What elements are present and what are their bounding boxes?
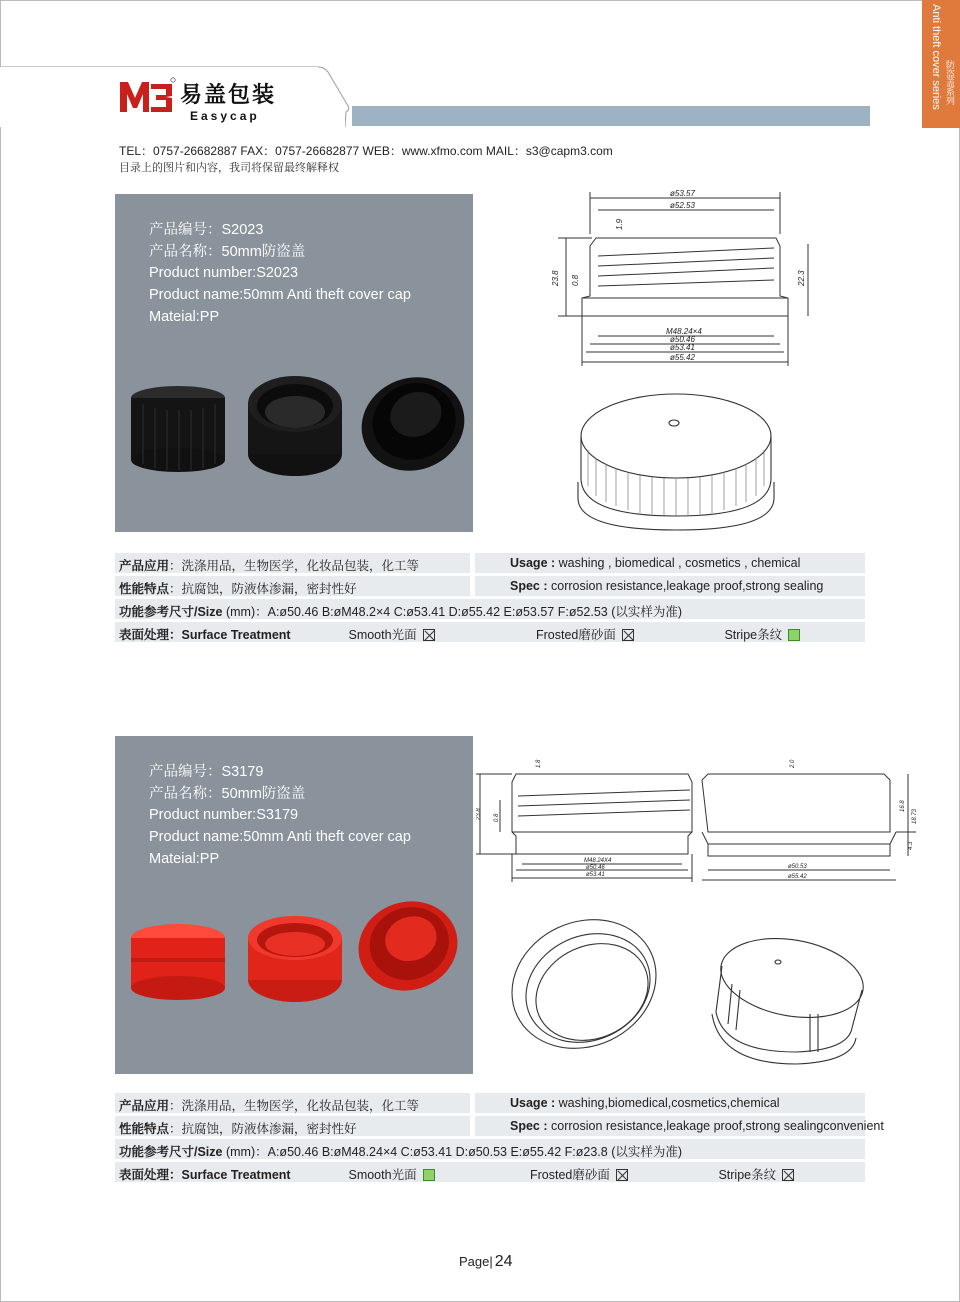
smooth-checkbox <box>423 1169 435 1181</box>
spec-table-1 <box>115 553 865 645</box>
technical-drawing-2 <box>476 752 920 1072</box>
app-value: ：洗涤用品，生物医学，化妆品包装，化工等 <box>169 1099 420 1113</box>
product-name-cn: 产品名称：50mm防盗盖 <box>149 243 306 260</box>
dim-label: 22.3 <box>797 270 806 286</box>
side-tab-cn: 防盗盖系列 <box>945 60 955 105</box>
size-label: 功能参考尺寸/Size <box>119 605 223 619</box>
side-tab-en: Anti theft cover series <box>930 4 942 110</box>
dim-label: 18.73 <box>912 808 918 824</box>
series-side-tab <box>922 0 960 128</box>
dim-label: 1.8 <box>536 759 542 768</box>
usage-value: washing , biomedical , cosmetics , chemical <box>555 556 801 570</box>
usage-label: Usage : <box>510 1096 556 1110</box>
spec-label: Spec : <box>510 1119 548 1133</box>
red-cap-photos <box>123 896 468 1016</box>
smooth-label: Smooth光面 <box>348 628 417 642</box>
black-cap-photos <box>123 364 468 484</box>
spec-table-2 <box>115 1093 884 1185</box>
dim-label: 16.8 <box>900 800 906 812</box>
product-name-en: Product name:50mm Anti theft cover cap <box>149 287 411 304</box>
product-info-1 <box>149 220 411 329</box>
brand-name-cn: 易盖包装 <box>180 82 277 108</box>
app-value: ：洗涤用品，生物医学，化妆品包装，化工等 <box>169 559 420 573</box>
dim-label: 1.9 <box>615 218 624 230</box>
dim-label: ø52.53 <box>670 201 695 210</box>
product-code-cn: 产品编号：S3179 <box>149 764 264 780</box>
dim-label: ø53.41 <box>670 343 695 352</box>
brand-name-en: Easycap <box>190 109 260 123</box>
m3-logo-icon <box>118 76 176 116</box>
feature-value: ：抗腐蚀，防液体渗漏，密封性好 <box>169 582 357 596</box>
spec-value: corrosion resistance,leakage proof,strong sealingconvenient <box>547 1119 884 1133</box>
smooth-checkbox <box>423 629 435 641</box>
frosted-label: Frosted磨砂面 <box>535 628 616 642</box>
dim-label: ø50.53 <box>788 864 807 870</box>
contact-info: TEL：0757-26682887 FAX：0757-26682877 WEB：www.xfmo.com MAIL：s3@capm3.com <box>119 144 613 158</box>
dim-label: M48.24×4 <box>666 327 702 336</box>
technical-drawing-1 <box>518 186 848 546</box>
dim-label: ø53.57 <box>670 189 695 198</box>
app-label: 产品应用 <box>119 559 170 573</box>
dim-label: 0.8 <box>494 813 500 822</box>
spec-value: corrosion resistance,leakage proof,strong sealing <box>547 579 824 593</box>
product-material: Mateial:PP <box>149 308 220 325</box>
usage-label: Usage : <box>510 556 556 570</box>
frosted-checkbox <box>622 629 634 641</box>
product-name-en: Product name:50mm Anti theft cover cap <box>149 829 411 846</box>
dim-label: 2.0 <box>790 759 796 768</box>
size-value: (mm)：A:ø50.46 B:øM48.2×4 C:ø53.41 D:ø55.42 E:ø53.57 F:ø52.53 (以实样为准) <box>222 605 683 619</box>
feature-label: 性能特点 <box>119 1122 170 1136</box>
frosted-checkbox <box>616 1169 628 1181</box>
product-name-cn: 产品名称：50mm防盗盖 <box>149 785 306 802</box>
feature-value: ：抗腐蚀，防液体渗漏，密封性好 <box>169 1122 357 1136</box>
dim-label: ø55.42 <box>788 874 807 880</box>
dim-label: M48.24X4 <box>584 858 612 864</box>
surface-label: 表面处理：Surface Treatment <box>119 628 291 642</box>
product-code-cn: 产品编号：S2023 <box>149 222 264 238</box>
stripe-checkbox <box>788 629 800 641</box>
disclaimer: 目录上的图片和内容，我司将保留最终解释权 <box>119 162 339 174</box>
size-label: 功能参考尺寸/Size <box>119 1145 223 1159</box>
app-label: 产品应用 <box>119 1099 170 1113</box>
stripe-label: Stripe条纹 <box>724 628 783 642</box>
page-footer <box>459 1253 513 1271</box>
dim-label: ø50.46 <box>670 335 695 344</box>
dim-label: 0.8 <box>571 274 580 286</box>
dim-label: 23.8 <box>551 270 560 286</box>
product-code-en: Product number:S3179 <box>149 807 299 824</box>
dim-label: ø55.42 <box>670 353 695 362</box>
smooth-label: Smooth光面 <box>348 1168 417 1182</box>
product-panel-2 <box>115 736 473 1074</box>
dim-label: 23.8 <box>476 808 482 820</box>
page-label: Page| <box>459 1254 493 1269</box>
product-code-en: Product number:S2023 <box>149 265 299 282</box>
dim-label: ø53.41 <box>586 872 605 878</box>
spec-label: Spec : <box>510 579 548 593</box>
feature-label: 性能特点 <box>119 582 170 596</box>
page-number: 24 <box>494 1253 513 1270</box>
size-value: (mm)：A:ø50.46 B:øM48.24×4 C:ø53.41 D:ø50.53 E:ø55.42 F:ø23.8 (以实样为准) <box>222 1145 683 1159</box>
usage-value: washing,biomedical,cosmetics,chemical <box>555 1096 780 1110</box>
dim-label: 4.3 <box>908 841 914 850</box>
dim-label: ø50.46 <box>586 865 605 871</box>
product-material: Mateial:PP <box>149 850 220 867</box>
frosted-label: Frosted磨砂面 <box>529 1168 610 1182</box>
header-blue-stripe <box>352 106 870 126</box>
product-info-2 <box>149 762 411 871</box>
stripe-checkbox <box>782 1169 794 1181</box>
surface-label: 表面处理：Surface Treatment <box>119 1168 291 1182</box>
stripe-label: Stripe条纹 <box>718 1168 777 1182</box>
product-panel-1 <box>115 194 473 532</box>
